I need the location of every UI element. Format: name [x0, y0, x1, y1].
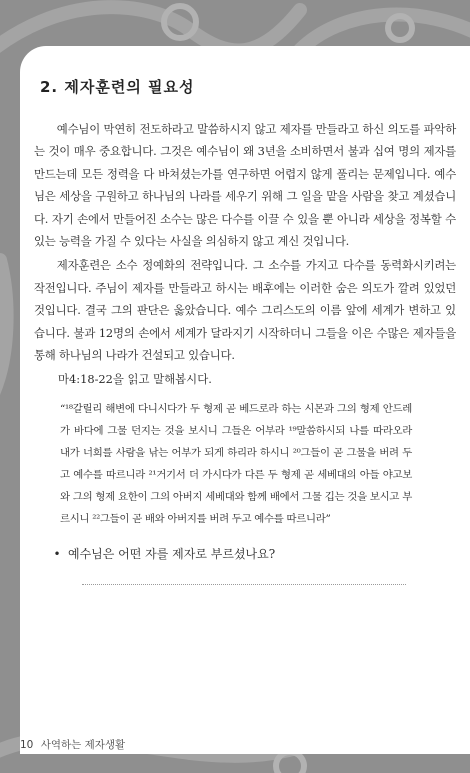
- answer-line: [82, 584, 406, 585]
- question-text: 예수님은 어떤 자를 제자로 부르셨나요?: [68, 547, 276, 562]
- page-footer: [20, 737, 125, 752]
- paragraph-2: 제자훈련은 소수 정예화의 전략입니다. 그 소수를 가지고 다수를 동력화시키려는 작전입니다. 주님이 제자를 만들라고 하시는 배후에는 이러한 숨은 의도가 깔려 있었던 것입니다. 결국 그의 판단은 옳았습니다. 예수 그리스도의 이름 앞에 세계가 변하고 있습니다. 불과 12명의 손에서 세계가 달라지기 시작하더니 그들을 이은 수많은 제자들을 통해 하나님의 나라가 건설되고 있습니다.: [34, 258, 456, 363]
- bullet-icon: •: [53, 547, 61, 562]
- content-page: [20, 46, 470, 754]
- paragraph-1: 예수님이 막연히 전도하라고 말씀하시지 않고 제자를 만들라고 하신 의도를 파악하는 것이 매우 중요합니다. 그것은 예수님이 왜 3년을 소비하면서 불과 십여 명의 제자를 만드는데 모든 정력을 다 바쳐셨는가를 연구하면 어렵지 않게 풀리는 문제입니다. 예수님은 세상을 구원하고 하나님의 나라를 세우기 위해 그 일을 맡을 사람을 찾고 계셨습니다. 자기 손에서 만들어진 소수는 많은 다수를 이끌 수 있을 뿐 아니라 세상을 정복할 수 있는 능력을 가질 수 있다는 사실을 의심하지 않고 계신 것입니다.: [34, 122, 456, 249]
- book-title: 사역하는 제자생활: [40, 739, 126, 751]
- scripture-quote: “¹⁸갈릴리 해변에 다니시다가 두 형제 곧 베드로라 하는 시몬과 그의 형제 안드레가 바다에 그물 던지는 것을 보시니 그들은 어부라 ¹⁹말씀하시되 나를 따라오라 내가 너희를 사람을 낚는 어부가 되게 하리라 하시니 ²⁰그들이 곧 그물을 버려 두고 예수를 따르니라 ²¹거기서 더 가시다가 다른 두 형제 곧 세베대의 아들 야고보와 그의 형제 요한이 그의 아버지 세베대와 함께 배에서 그물 깁는 것을 보시고 부르시니 ²²그들이 곧 배와 아버지를 버려 두고 예수를 따르니라”: [60, 403, 412, 526]
- page-body: [34, 118, 456, 585]
- reading-instruction: 마4:18-22을 읽고 말해봅시다.: [58, 372, 212, 387]
- section-heading: 2. 제자훈련의 필요성: [40, 78, 195, 96]
- page-number: 10: [20, 739, 34, 751]
- question-item: [50, 544, 456, 564]
